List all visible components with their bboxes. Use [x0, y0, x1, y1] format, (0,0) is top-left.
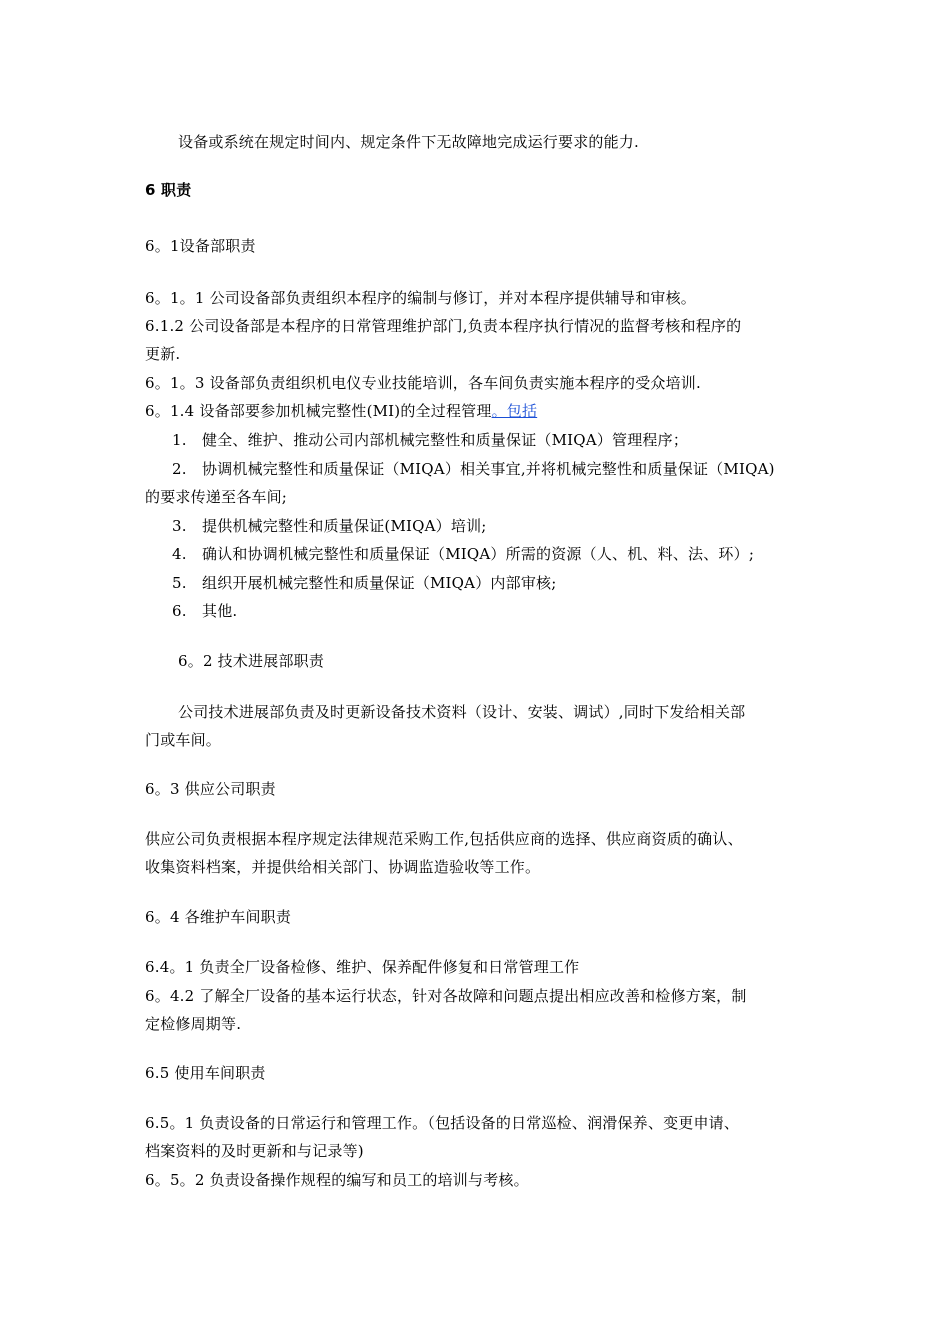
paragraph-6-5-1-line2: 档案资料的及时更新和与记录等) — [145, 1142, 364, 1160]
list-item-number: 1. — [172, 431, 187, 449]
paragraph-6-1-1: 6。1。1 公司设备部负责组织本程序的编制与修订，并对本程序提供辅导和审核。 — [145, 289, 697, 307]
paragraph-6-4-1: 6.4。1 负责全厂设备检修、维护、保养配件修复和日常管理工作 — [145, 958, 580, 976]
section-6-1-title: 6。1设备部职责 — [145, 237, 256, 255]
list-item-number: 6. — [172, 602, 187, 620]
intro-paragraph: 设备或系统在规定时间内、规定条件下无故障地完成运行要求的能力. — [178, 133, 639, 151]
section-6-2-title: 6。2 技术进展部职责 — [178, 652, 325, 670]
list-item — [172, 430, 688, 450]
paragraph-6-2-line1: 公司技术进展部负责及时更新设备技术资料（设计、安装、调试）,同时下发给相关部 — [178, 703, 746, 721]
list-item-text: 提供机械完整性和质量保证(MIQA）培训; — [202, 517, 487, 535]
paragraph-6-1-4 — [145, 401, 537, 421]
paragraph-6-5-1-line1: 6.5。1 负责设备的日常运行和管理工作。（包括设备的日常巡检、润滑保养、变更申请、 — [145, 1114, 740, 1132]
list-item-text: 确认和协调机械完整性和质量保证（MIQA）所需的资源（人、机、料、法、环）; — [202, 545, 755, 563]
section-6-3-title: 6。3 供应公司职责 — [145, 780, 276, 798]
section-6-heading: 6 职责 — [145, 181, 192, 199]
paragraph-6-1-2-line2: 更新. — [145, 345, 181, 363]
list-item-number: 4. — [172, 545, 187, 563]
paragraph-6-4-2-line1: 6。4.2 了解全厂设备的基本运行状态，针对各故障和问题点提出相应改善和检修方案，制 — [145, 987, 747, 1005]
include-link[interactable]: 。包括 — [491, 402, 538, 420]
list-item — [172, 459, 775, 479]
list-item-text: 协调机械完整性和质量保证（MIQA）相关事宜,并将机械完整性和质量保证（MIQA) — [202, 460, 775, 478]
paragraph-6-3-line1: 供应公司负责根据本程序规定法律规范采购工作,包括供应商的选择、供应商资质的确认、 — [145, 830, 743, 848]
paragraph-6-2-line2: 门或车间。 — [145, 731, 222, 749]
paragraph-6-1-3: 6。1。3 设备部负责组织机电仪专业技能培训，各车间负责实施本程序的受众培训. — [145, 374, 701, 392]
list-item-number: 3. — [172, 517, 187, 535]
paragraph-6-5-2: 6。5。2 负责设备操作规程的编写和员工的培训与考核。 — [145, 1171, 529, 1189]
list-item — [172, 544, 754, 564]
list-item-text: 组织开展机械完整性和质量保证（MIQA）内部审核; — [202, 574, 557, 592]
paragraph-6-1-2-line1: 6.1.2 公司设备部是本程序的日常管理维护部门,负责本程序执行情况的监督考核和程序的 — [145, 317, 742, 335]
list-item — [172, 601, 237, 621]
list-item-continuation: 的要求传递至各车间; — [145, 488, 288, 506]
list-item — [172, 516, 487, 536]
list-item-text: 其他. — [202, 602, 238, 620]
section-6-5-title: 6.5 使用车间职责 — [145, 1064, 266, 1082]
paragraph-6-1-4-text: 6。1.4 设备部要参加机械完整性(MI)的全过程管理 — [145, 402, 492, 420]
paragraph-6-4-2-line2: 定检修周期等. — [145, 1015, 242, 1033]
paragraph-6-3-line2: 收集资料档案，并提供给相关部门、协调监造验收等工作。 — [145, 858, 541, 876]
list-item-number: 5. — [172, 574, 187, 592]
section-6-4-title: 6。4 各维护车间职责 — [145, 908, 292, 926]
list-item-text: 健全、维护、推动公司内部机械完整性和质量保证（MIQA）管理程序； — [202, 431, 689, 449]
list-item-number: 2. — [172, 460, 187, 478]
list-item — [172, 573, 556, 593]
